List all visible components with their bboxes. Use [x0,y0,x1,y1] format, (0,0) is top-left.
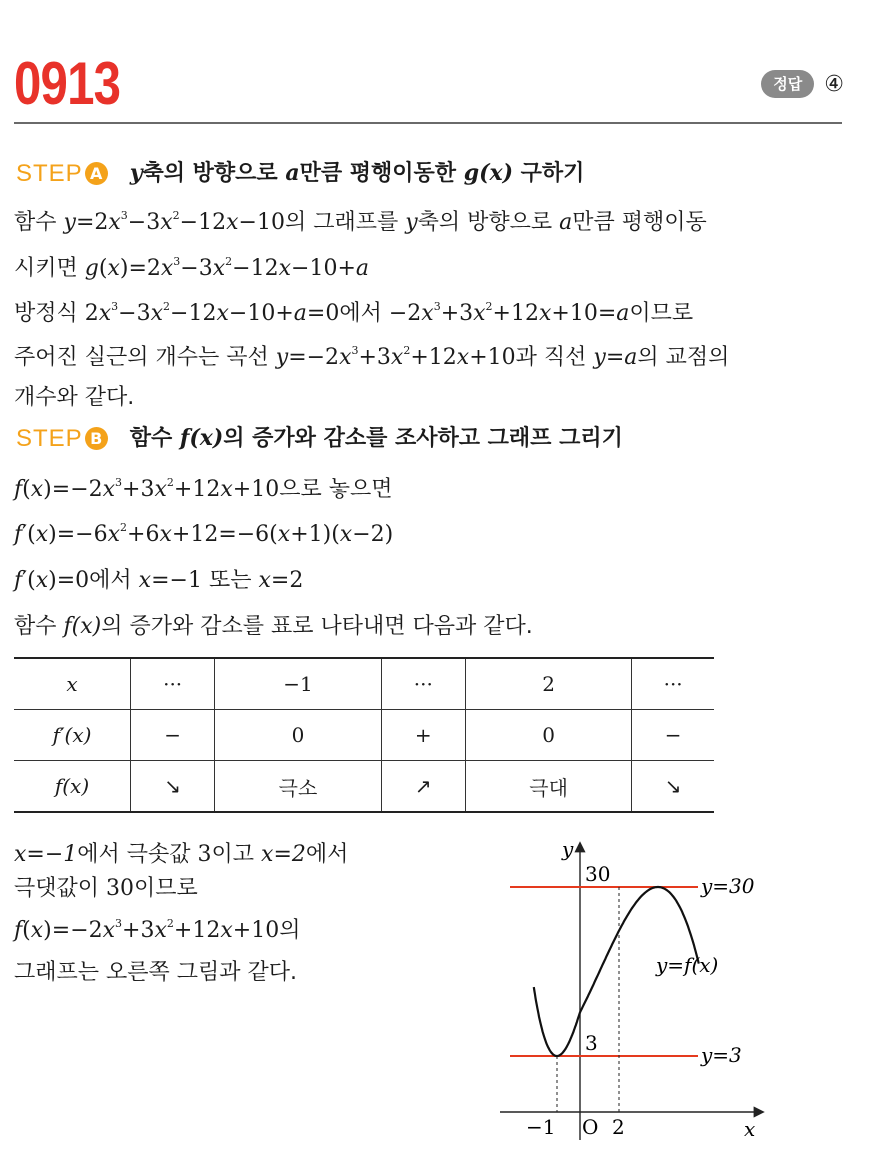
x-axis-label: x [744,1117,756,1141]
table-cell: ··· [131,658,215,710]
function-graph [490,830,790,1145]
table-cell: 2 [465,658,631,710]
conclusion-line-1: x=−1에서 극솟값 3이고 x=2에서 [14,842,349,867]
table-cell: f′(x) [14,710,131,761]
curve-label: y=f(x) [656,953,719,977]
decreasing-arrow-icon: ↘ [632,761,714,813]
step-b-heading [16,423,623,454]
step-a-badge-icon: A [85,162,108,185]
conclusion-line-2: 극댓값이 30이므로 [14,876,198,901]
answer-value: ④ [824,71,844,97]
table-cell: − [131,710,215,761]
increase-decrease-table [14,657,714,813]
body-line-2: 시키면 $g(x)=2x^3-3x^2-12x-10+a$ [14,255,370,281]
decreasing-arrow-icon: ↘ [131,761,215,813]
body-line-1: 함수 $y=2x^3-3x^2-12x-10$의 그래프를 y축의 방향으로 a만큼 평행이동 [14,209,707,235]
body2-line-1: $f(x)=-2x^3+3x^2+12x+10$으로 놓으면 [14,476,393,502]
step-b-badge-icon: B [85,427,108,450]
table-row-f [14,761,714,813]
table-cell: f(x) [14,761,131,813]
body2-line-2: $f'(x)=-6x^2+6x+12=-6(x+1)(x-2)$ [14,521,394,547]
table-cell: ··· [381,658,465,710]
problem-number: 0913 [14,50,121,117]
step-a-heading [16,158,584,189]
step-b-title: 함수 f(x)의 증가와 감소를 조사하고 그래프 그리기 [129,425,623,451]
body-line-4: 주어진 실근의 개수는 곡선 $y=-2x^3+3x^2+12x+10$과 직선 y=a의 교점의 [14,344,730,370]
line-label-y30: y=30 [701,874,755,898]
table-cell: −1 [215,658,381,710]
tick-label-neg1: −1 [526,1115,556,1139]
line-label-y3: y=3 [701,1043,742,1067]
conclusion-line-4: 그래프는 오른쪽 그림과 같다. [14,960,297,985]
value-label-3: 3 [585,1031,598,1055]
table-cell: ··· [632,658,714,710]
body2-line-4: 함수 f(x)의 증가와 감소를 표로 나타내면 다음과 같다. [14,614,533,639]
value-label-30: 30 [585,862,611,886]
answer-box [761,70,844,98]
conclusion-line-3: $f(x)=-2x^3+3x^2+12x+10$의 [14,917,301,943]
tick-label-2: 2 [612,1115,625,1139]
table-cell: x [14,658,131,710]
answer-badge: 정답 [761,70,814,98]
step-a-title: y축의 방향으로 a만큼 평행이동한 g(x) 구하기 [129,160,585,186]
table-cell: 0 [465,710,631,761]
body-line-3: 방정식 $2x^3-3x^2-12x-10+a=0$에서 $-2x^3+3x^2+12x+10=a$이므로 [14,300,694,326]
body2-line-3: f′(x)=0에서 x=−1 또는 x=2 [14,568,304,593]
origin-label: O [582,1115,599,1139]
body-line-5: 개수와 같다. [14,385,135,410]
table-row-x [14,658,714,710]
table-row-fprime [14,710,714,761]
y-axis-label: y [562,837,574,861]
table-cell: 극대 [465,761,631,813]
table-cell: 극소 [215,761,381,813]
step-label: STEP [16,424,83,452]
header-divider [14,122,842,124]
table-cell: + [381,710,465,761]
table-cell: − [632,710,714,761]
increasing-arrow-icon: ↗ [381,761,465,813]
step-label: STEP [16,159,83,187]
table-cell: 0 [215,710,381,761]
